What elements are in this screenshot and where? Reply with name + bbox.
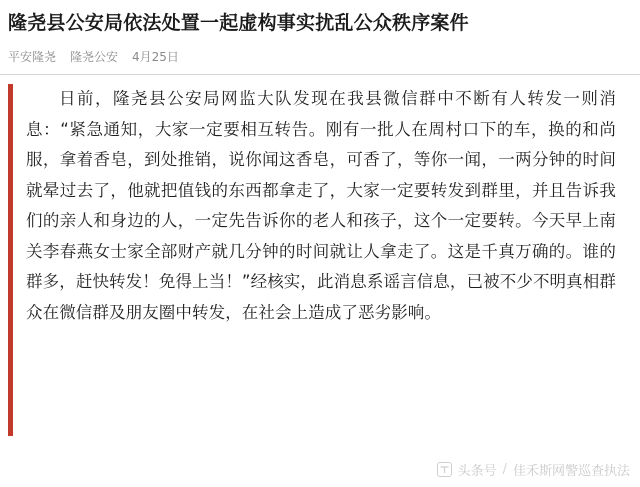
toutiao-logo-icon <box>437 462 452 477</box>
article-body-area <box>0 84 640 464</box>
byline-source: 隆尧公安 <box>70 50 119 64</box>
article-body-text: 日前，隆尧县公安局网监大队发现在我县微信群中不断有人转发一则消息：“紧急通知，大家一定要相互转告。刚有一批人在周村口下的车，换的和尚服，拿着香皂，到处推销，说你闻这香皂，可香了，等你一闻，一两分钟的时间就晕过去了，他就把值钱的东西都拿走了，大家一定要转发到群里，并且告诉我们的亲人和身边的人，一定先告诉你的老人和孩子，这个一定要转。今天早上南关李春燕女士家全部财产就几分钟的时间就让人拿走了。这是千真万确的。谁的群多，赶快转发！免得上当！”经核实，此消息系谣言信息，已被不少不明真相群众在微信群及朋友圈中转发，在社会上造成了恶劣影响。 <box>26 89 616 322</box>
watermark-brand: 头条号 <box>457 464 497 479</box>
page-title: 隆尧县公安局依法处置一起虚构事实扰乱公众秩序案件 <box>8 12 469 34</box>
watermark-divider: / <box>502 462 507 477</box>
accent-bar <box>8 84 13 436</box>
title-container <box>0 0 640 40</box>
watermark-name: 佳禾斯网警巡查执法 <box>512 464 630 479</box>
byline-date: 4月25日 <box>132 50 179 64</box>
byline <box>8 48 179 65</box>
watermark <box>437 460 630 479</box>
header-divider <box>0 74 640 75</box>
byline-account: 平安隆尧 <box>8 50 57 64</box>
